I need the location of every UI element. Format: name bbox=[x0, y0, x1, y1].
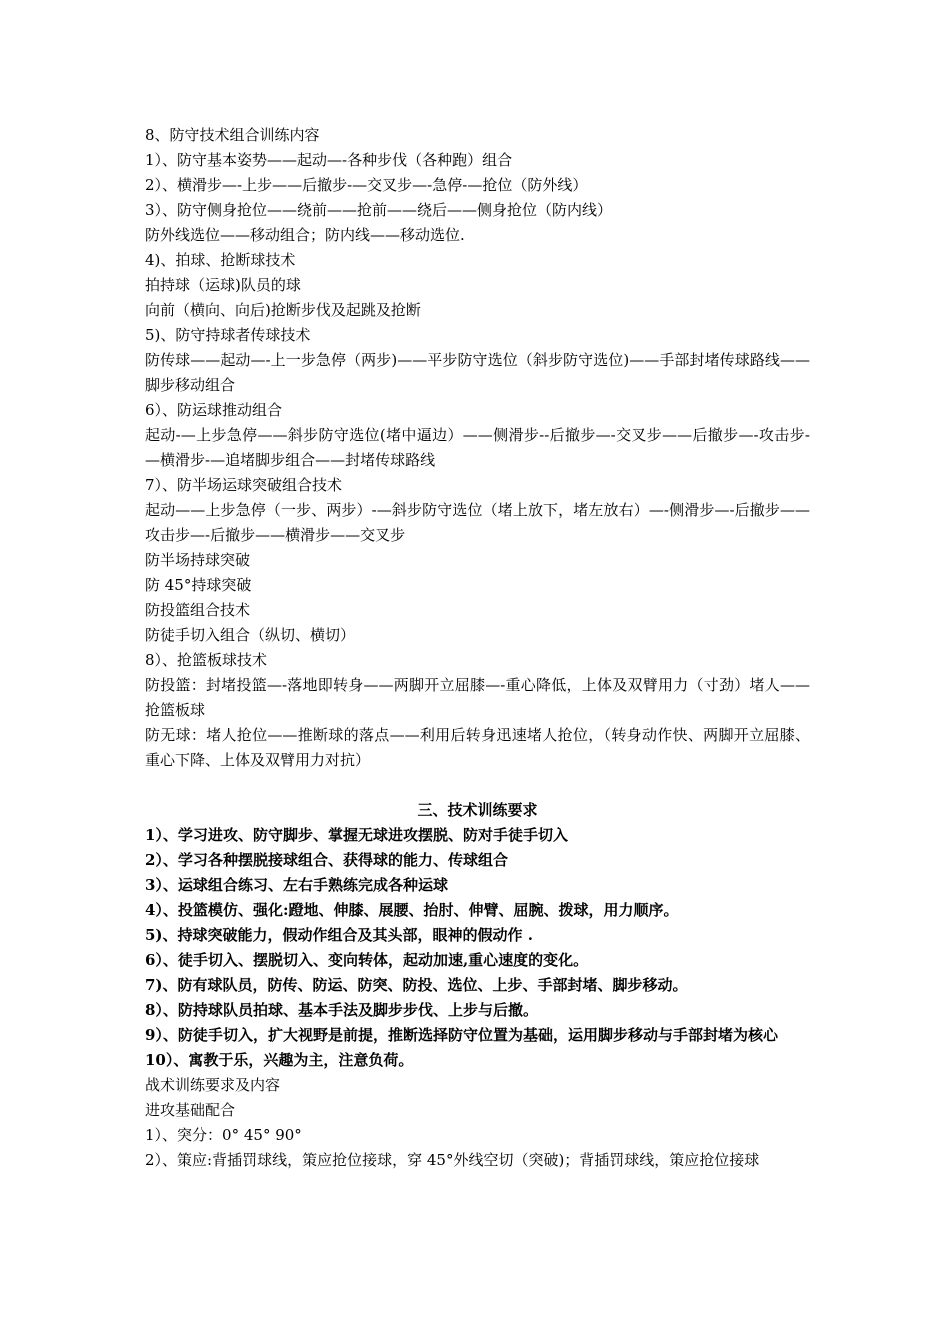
requirement-item: 9）、防徒手切入，扩大视野是前提，推断选择防守位置为基础，运用脚步移动与手部封堵为核心 bbox=[145, 1026, 778, 1044]
requirement-item: 2）、学习各种摆脱接球组合、获得球的能力、传球组合 bbox=[145, 851, 508, 869]
text-paragraph: 防传球——起动—-上一步急停（两步)——平步防守选位（斜步防守选位)——手部封堵传球路线——脚步移动组合 bbox=[145, 351, 810, 394]
text-line: 拍持球（运球)队员的球 bbox=[145, 276, 301, 294]
requirement-item: 5)、持球突破能力，假动作组合及其头部，眼神的假动作 . bbox=[145, 926, 533, 944]
document-page bbox=[145, 123, 810, 1173]
text-line: 防半场持球突破 bbox=[145, 551, 251, 569]
requirement-item: 3）、运球组合练习、左右手熟练完成各种运球 bbox=[145, 876, 448, 894]
text-line: 7）、防半场运球突破组合技术 bbox=[145, 476, 343, 494]
text-line: 8）、抢篮板球技术 bbox=[145, 651, 268, 669]
text-line: 防投篮组合技术 bbox=[145, 601, 251, 619]
text-line: 防徒手切入组合（纵切、横切） bbox=[145, 626, 356, 644]
requirements-title: 三、技术训练要求 bbox=[417, 801, 538, 819]
text-paragraph: 防无球：堵人抢位——推断球的落点——利用后转身迅速堵人抢位，（转身动作快、两脚开立屈膝、重心下降、上体及双臂用力对抗） bbox=[145, 726, 810, 769]
text-line: 战术训练要求及内容 bbox=[145, 1076, 281, 1094]
text-line: 进攻基础配合 bbox=[145, 1101, 236, 1119]
tactics-section bbox=[145, 1073, 810, 1173]
section-heading: 8、防守技术组合训练内容 bbox=[145, 126, 320, 144]
defense-section bbox=[145, 123, 810, 773]
text-line: 5)、防守持球者传球技术 bbox=[145, 326, 311, 344]
requirement-item: 7)、防有球队员，防传、防运、防突、防投、选位、上步、手部封堵、脚步移动。 bbox=[145, 976, 688, 994]
requirement-item: 8）、防持球队员拍球、基本手法及脚步步伐、上步与后撤。 bbox=[145, 1001, 538, 1019]
requirement-item: 6）、徒手切入、摆脱切入、变向转体，起动加速,重心速度的变化。 bbox=[145, 951, 589, 969]
requirement-item: 4）、投篮模仿、强化:蹬地、伸膝、展腰、抬肘、伸臂、屈腕、拨球，用力顺序。 bbox=[145, 901, 679, 919]
requirement-item: 1）、学习进攻、防守脚步、掌握无球进攻摆脱、防对手徒手切入 bbox=[145, 826, 568, 844]
text-paragraph: 2）、策应:背插罚球线，策应抢位接球，穿 45°外线空切（突破)；背插罚球线，策应抢位接球 bbox=[145, 1151, 760, 1169]
text-line: 3）、防守侧身抢位——绕前——抢前——绕后——侧身抢位（防内线） bbox=[145, 201, 613, 219]
text-paragraph: 起动-—上步急停——斜步防守选位(堵中逼边）——侧滑步--后撤步—-交叉步——后撤步—-攻击步-—横滑步-—追堵脚步组合——封堵传球路线 bbox=[145, 426, 810, 469]
text-line: 向前（横向、向后)抢断步伐及起跳及抢断 bbox=[145, 301, 421, 319]
requirement-item: 10）、寓教于乐，兴趣为主，注意负荷。 bbox=[145, 1051, 414, 1069]
text-line: 1）、突分：0° 45° 90° bbox=[145, 1126, 302, 1144]
text-line: 4)、拍球、抢断球技术 bbox=[145, 251, 296, 269]
text-line: 2）、横滑步—-上步——后撤步-—交叉步—-急停-—抢位（防外线） bbox=[145, 176, 588, 194]
text-line: 6）、防运球推动组合 bbox=[145, 401, 283, 419]
spacer bbox=[145, 773, 810, 798]
text-line: 1）、防守基本姿势——起动—-各种步伐（各种跑）组合 bbox=[145, 151, 513, 169]
text-line: 防 45°持球突破 bbox=[145, 576, 252, 594]
text-line: 防外线选位——移动组合；防内线——移动选位. bbox=[145, 226, 465, 244]
text-paragraph: 防投篮：封堵投篮—-落地即转身——两脚开立屈膝—-重心降低，上体及双臂用力（寸劲）堵人——抢篮板球 bbox=[145, 676, 810, 719]
text-paragraph: 起动——上步急停（一步、两步）-—斜步防守选位（堵上放下，堵左放右）—-侧滑步—-后撤步——攻击步—-后撤步——横滑步——交叉步 bbox=[145, 501, 810, 544]
requirements-section bbox=[145, 798, 810, 1073]
